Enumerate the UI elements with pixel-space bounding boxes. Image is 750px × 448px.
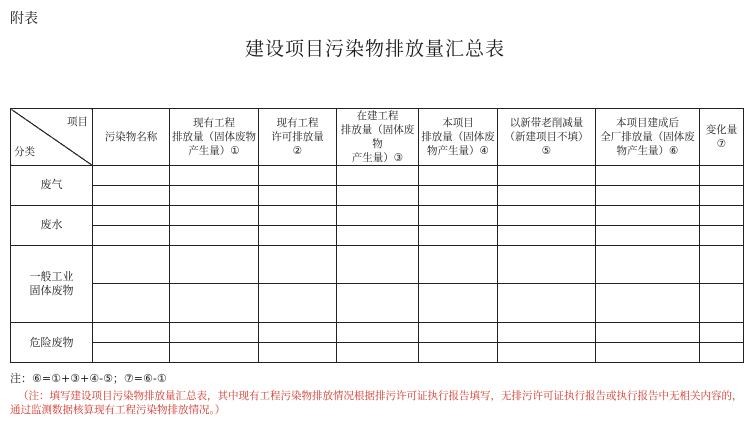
table-cell <box>259 284 337 323</box>
table-cell <box>419 284 498 323</box>
table-cell <box>259 323 337 343</box>
table-cell <box>337 166 419 186</box>
table-cell <box>93 225 170 245</box>
category-general-solid-waste: 一般工业 固体废物 <box>11 245 93 322</box>
table-cell <box>498 225 596 245</box>
table-cell <box>93 205 170 225</box>
category-waste-gas: 废气 <box>11 166 93 206</box>
table-cell <box>170 342 259 362</box>
table-cell <box>259 225 337 245</box>
table-cell <box>596 185 700 205</box>
table-cell <box>419 342 498 362</box>
table-cell <box>596 342 700 362</box>
table-cell <box>419 225 498 245</box>
table-cell <box>700 185 744 205</box>
table-cell <box>498 284 596 323</box>
table-cell <box>596 166 700 186</box>
table-cell <box>498 342 596 362</box>
table-cell <box>337 284 419 323</box>
table-cell <box>93 323 170 343</box>
table-row <box>11 342 744 362</box>
table-row <box>11 225 744 245</box>
table-cell <box>498 205 596 225</box>
table-cell <box>93 342 170 362</box>
table-cell <box>596 205 700 225</box>
table-cell <box>170 323 259 343</box>
filling-instruction-note: （注：填写建设项目污染物排放量汇总表，其中现有工程污染物排放情况根据排污许可证执行报告填写，无排污许可证执行报告或执行报告中无相关内容的，通过监测数据核算现有工程污染物排放情况。） <box>10 390 743 416</box>
header-row <box>11 109 744 166</box>
table-cell <box>700 323 744 343</box>
appendix-label: 附表 <box>10 11 38 27</box>
table-cell <box>498 323 596 343</box>
column-header-existing-emission: 现有工程 排放量（固体废物 产生量）① <box>170 109 259 166</box>
column-header-plant-total: 本项目建成后 全厂排放量（固体废 物产生量）⑥ <box>596 109 700 166</box>
table-cell <box>700 166 744 186</box>
table-cell <box>337 185 419 205</box>
column-header-this-project: 本项目 排放量（固体废 物产生量）④ <box>419 109 498 166</box>
table-cell <box>700 205 744 225</box>
table-cell <box>170 185 259 205</box>
table-cell <box>419 185 498 205</box>
corner-header-cell <box>11 109 93 166</box>
category-hazardous-waste: 危险废物 <box>11 323 93 363</box>
table-cell <box>259 166 337 186</box>
table-cell <box>259 245 337 284</box>
table-row <box>11 323 744 343</box>
pollutant-summary-table <box>10 108 744 363</box>
table-cell <box>419 245 498 284</box>
table-cell <box>93 166 170 186</box>
table-row <box>11 185 744 205</box>
column-header-under-construction: 在建工程 排放量（固体废物 产生量）③ <box>337 109 419 166</box>
table-cell <box>700 245 744 284</box>
table-cell <box>337 225 419 245</box>
table-cell <box>419 205 498 225</box>
table-cell <box>337 205 419 225</box>
notes-section <box>10 372 745 417</box>
table-cell <box>596 225 700 245</box>
table-cell <box>596 323 700 343</box>
table-row <box>11 245 744 284</box>
column-header-existing-permitted: 现有工程 许可排放量 ② <box>259 109 337 166</box>
table-cell <box>498 245 596 284</box>
table-cell <box>259 205 337 225</box>
table-cell <box>170 225 259 245</box>
corner-header-category: 分类 <box>14 146 35 158</box>
table-cell <box>170 284 259 323</box>
table-row <box>11 205 744 225</box>
table-cell <box>596 284 700 323</box>
table-cell <box>170 205 259 225</box>
table-cell <box>337 323 419 343</box>
table-cell <box>170 245 259 284</box>
table-cell <box>93 185 170 205</box>
category-waste-water: 废水 <box>11 205 93 245</box>
column-header-pollutant-name: 污染物名称 <box>93 109 170 166</box>
table-cell <box>419 323 498 343</box>
table-cell <box>93 245 170 284</box>
table-cell <box>700 342 744 362</box>
table-cell <box>596 245 700 284</box>
column-header-reduction: 以新带老削减量 （新建项目不填） ⑤ <box>498 109 596 166</box>
table-cell <box>700 225 744 245</box>
table-cell <box>170 166 259 186</box>
table-cell <box>337 245 419 284</box>
table-cell <box>259 185 337 205</box>
table-row <box>11 166 744 186</box>
table-cell <box>419 166 498 186</box>
table-cell <box>93 284 170 323</box>
corner-header-item: 项目 <box>67 116 88 128</box>
table-cell <box>700 284 744 323</box>
table-row <box>11 284 744 323</box>
table-cell <box>337 342 419 362</box>
table-cell <box>498 166 596 186</box>
table-cell <box>498 185 596 205</box>
table-cell <box>259 342 337 362</box>
page-title: 建设项目污染物排放量汇总表 <box>244 38 505 60</box>
column-header-change: 变化量 ⑦ <box>700 109 744 166</box>
formula-note: 注：⑥=①+③+④-⑤；⑦=⑥-① <box>10 372 167 385</box>
